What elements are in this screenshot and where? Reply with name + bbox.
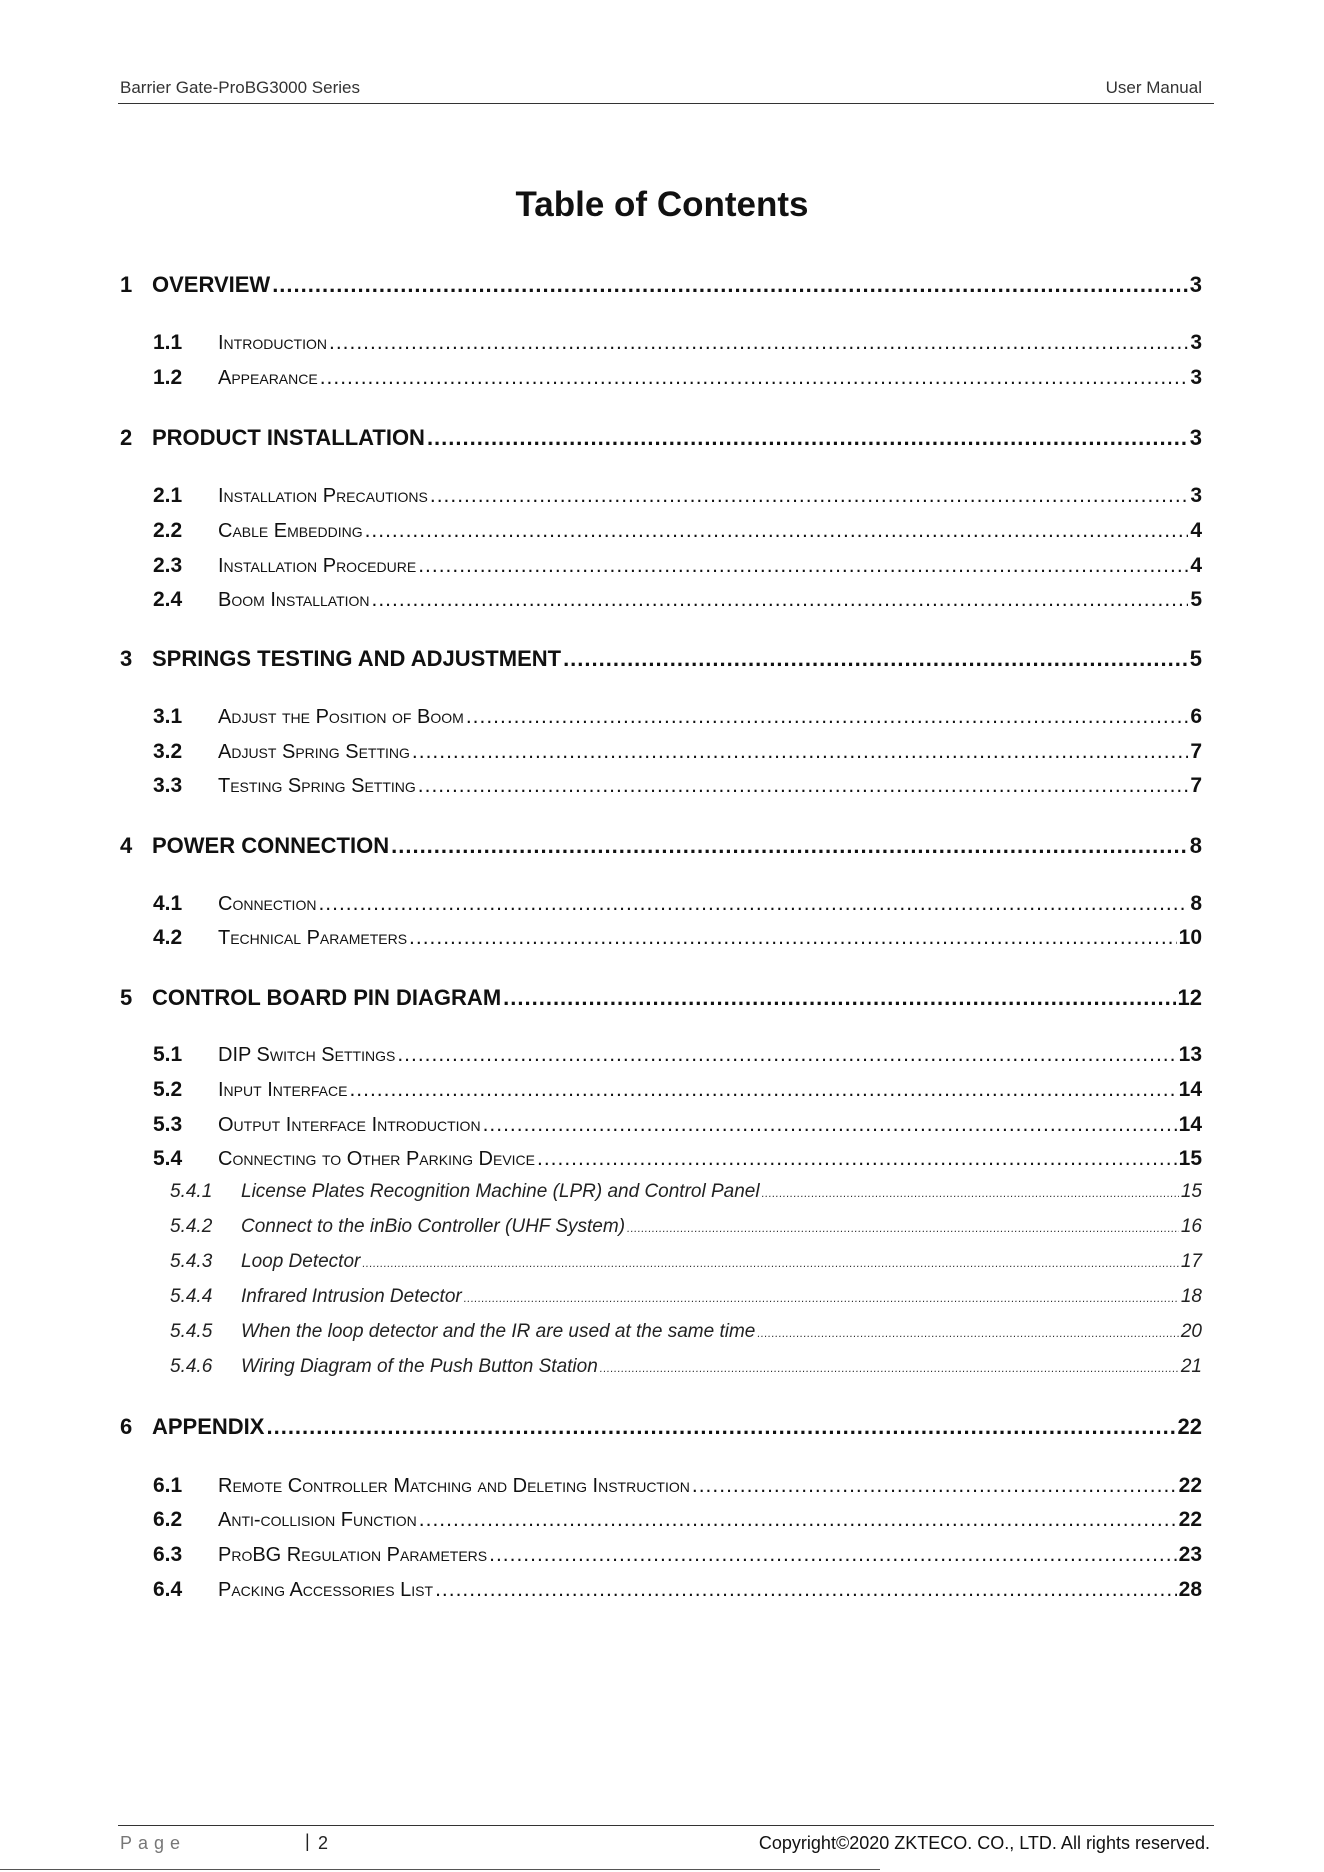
toc-entry-label: Installation Precautions xyxy=(218,485,428,507)
toc-entry[interactable] xyxy=(153,1543,1202,1571)
toc-leader-dots xyxy=(372,588,1189,612)
toc-entry-label: ProBG Regulation Parameters xyxy=(218,1544,488,1566)
toc-entry[interactable] xyxy=(120,1414,1202,1444)
toc-entry[interactable] xyxy=(170,1181,1202,1207)
toc-entry-label: POWER CONNECTION xyxy=(152,833,390,858)
toc-entry[interactable] xyxy=(170,1216,1202,1242)
toc-entry-page: 4 xyxy=(1190,554,1202,577)
toc-leader-dots xyxy=(418,554,1188,578)
toc-entry-label: OVERVIEW xyxy=(152,272,271,297)
toc-entry-page: 16 xyxy=(1180,1216,1202,1237)
toc-entry-page: 14 xyxy=(1178,1113,1202,1136)
toc-leader-dots xyxy=(409,926,1177,950)
toc-entry-page: 3 xyxy=(1190,331,1202,354)
footer-copyright: Copyright©2020 ZKTECO. CO., LTD. All rights reserved. xyxy=(758,1833,1210,1853)
header-manual-label: User Manual xyxy=(1105,78,1202,97)
toc-entry-label: Connect to the inBio Controller (UHF System) xyxy=(241,1216,626,1237)
toc-leader-dots xyxy=(464,1293,1179,1305)
toc-entry[interactable] xyxy=(153,740,1202,768)
toc-entry[interactable] xyxy=(153,1043,1202,1071)
toc-entry-label: DIP Switch Settings xyxy=(218,1044,396,1066)
toc-entry-label: Testing Spring Setting xyxy=(218,775,416,797)
toc-entry-page: 15 xyxy=(1180,1181,1202,1202)
toc-leader-dots xyxy=(320,366,1189,390)
toc-entry[interactable] xyxy=(153,926,1202,954)
toc-entry-page: 8 xyxy=(1189,833,1202,858)
toc-entry[interactable] xyxy=(120,646,1202,676)
toc-entry[interactable] xyxy=(170,1286,1202,1312)
toc-leader-dots xyxy=(329,331,1188,355)
toc-entry-number: 5.4.3 xyxy=(170,1251,213,1272)
toc-entry-label: Infrared Intrusion Detector xyxy=(241,1286,462,1307)
toc-entry-page: 5 xyxy=(1190,588,1202,611)
toc-entry-number: 5.4.4 xyxy=(170,1286,213,1307)
toc-leader-dots xyxy=(418,774,1189,798)
toc-leader-dots xyxy=(318,892,1188,916)
toc-leader-dots xyxy=(365,519,1189,543)
footer-page-label: Page xyxy=(120,1833,187,1853)
toc-entry-number: 5.4.2 xyxy=(170,1216,213,1237)
toc-entry[interactable] xyxy=(153,519,1202,547)
bottom-divider xyxy=(0,1869,880,1870)
toc-entry-number: 3.1 xyxy=(153,705,183,728)
toc-entry-number: 4.1 xyxy=(153,892,183,915)
toc-entry-number: 5.2 xyxy=(153,1078,183,1101)
toc-leader-dots xyxy=(483,1113,1177,1137)
toc-entry-label: PRODUCT INSTALLATION xyxy=(152,425,425,450)
toc-entry-number: 5.4.6 xyxy=(170,1356,213,1377)
toc-entry-label: APPENDIX xyxy=(152,1414,265,1439)
toc-entry[interactable] xyxy=(153,774,1202,802)
toc-leader-dots xyxy=(503,985,1175,1011)
toc-entry[interactable] xyxy=(120,985,1202,1015)
toc-entry-page: 13 xyxy=(1178,1043,1202,1066)
toc-entry-number: 6.1 xyxy=(153,1474,183,1497)
toc-entry-label: Adjust the Position of Boom xyxy=(218,706,464,728)
toc-entry-label: Connection xyxy=(218,893,317,915)
toc-entry[interactable] xyxy=(153,1578,1202,1606)
toc-leader-dots xyxy=(391,833,1188,859)
toc-entry[interactable] xyxy=(120,833,1202,863)
toc-entry-page: 3 xyxy=(1189,425,1202,450)
toc-entry-page: 3 xyxy=(1190,484,1202,507)
toc-entry-page: 12 xyxy=(1177,985,1202,1010)
toc-leader-dots xyxy=(600,1363,1179,1375)
toc-entry-number: 5 xyxy=(120,985,133,1010)
toc-leader-dots xyxy=(692,1474,1177,1498)
toc-entry-page: 7 xyxy=(1190,740,1202,763)
toc-entry[interactable] xyxy=(153,1113,1202,1141)
toc-entry[interactable] xyxy=(153,892,1202,920)
toc-entry-label: Wiring Diagram of the Push Button Station xyxy=(241,1356,598,1377)
toc-entry-page: 22 xyxy=(1178,1508,1202,1531)
toc-entry[interactable] xyxy=(153,1474,1202,1502)
toc-entry-label: Loop Detector xyxy=(241,1251,361,1272)
toc-entry-number: 6.3 xyxy=(153,1543,183,1566)
toc-entry-label: License Plates Recognition Machine (LPR) and Control Panel xyxy=(241,1181,760,1202)
toc-entry-number: 5.4.5 xyxy=(170,1321,213,1342)
toc-leader-dots xyxy=(362,1258,1179,1270)
toc-leader-dots xyxy=(757,1328,1179,1340)
toc-entry-number: 2.1 xyxy=(153,484,183,507)
toc-leader-dots xyxy=(412,740,1188,764)
toc-entry-page: 7 xyxy=(1190,774,1202,797)
page-footer xyxy=(118,1825,1214,1856)
toc-entry-page: 8 xyxy=(1190,892,1202,915)
toc-leader-dots xyxy=(563,646,1188,672)
toc-entry[interactable] xyxy=(153,1508,1202,1536)
toc-entry-label: Boom Installation xyxy=(218,589,370,611)
page-title: Table of Contents xyxy=(515,185,809,224)
toc-entry-number: 1.2 xyxy=(153,366,183,389)
toc-entry[interactable] xyxy=(120,272,1202,302)
toc-leader-dots xyxy=(419,1508,1177,1532)
toc-entry-page: 28 xyxy=(1178,1578,1202,1601)
toc-entry-number: 4 xyxy=(120,833,133,858)
toc-leader-dots xyxy=(489,1543,1177,1567)
toc-entry-label: Introduction xyxy=(218,332,327,354)
toc-entry-number: 3 xyxy=(120,646,133,671)
header-document-title: Barrier Gate-ProBG3000 Series xyxy=(120,78,360,97)
toc-leader-dots xyxy=(430,484,1188,508)
toc-entry-page: 5 xyxy=(1189,646,1202,671)
toc-entry-label: Packing Accessories List xyxy=(218,1579,434,1601)
toc-entry-number: 3.2 xyxy=(153,740,183,763)
toc-entry[interactable] xyxy=(153,1078,1202,1106)
toc-leader-dots xyxy=(272,272,1188,298)
toc-entry-label: Output Interface Introduction xyxy=(218,1114,481,1136)
toc-entry-page: 3 xyxy=(1190,366,1202,389)
toc-leader-dots xyxy=(466,705,1189,729)
toc-entry[interactable] xyxy=(170,1356,1202,1382)
toc-entry-page: 18 xyxy=(1180,1286,1202,1307)
toc-entry[interactable] xyxy=(153,331,1202,359)
toc-entry-label: Appearance xyxy=(218,367,318,389)
toc-entry-label: When the loop detector and the IR are used at the same time xyxy=(241,1321,756,1342)
toc-entry-number: 6.2 xyxy=(153,1508,183,1531)
toc-entry-page: 15 xyxy=(1178,1147,1202,1170)
toc-entry-label: Anti-collision Function xyxy=(218,1509,417,1531)
toc-entry[interactable] xyxy=(153,366,1202,394)
toc-entry[interactable] xyxy=(170,1251,1202,1277)
toc-leader-dots xyxy=(397,1043,1176,1067)
toc-entry[interactable] xyxy=(153,554,1202,582)
toc-entry-label: Cable Embedding xyxy=(218,520,363,542)
toc-entry-page: 6 xyxy=(1190,705,1202,728)
toc-entry-label: Adjust Spring Setting xyxy=(218,741,410,763)
toc-leader-dots xyxy=(627,1223,1179,1235)
toc-entry-number: 1.1 xyxy=(153,331,183,354)
toc-entry-number: 2 xyxy=(120,425,133,450)
toc-entry[interactable] xyxy=(120,425,1202,455)
toc-leader-dots xyxy=(762,1188,1179,1200)
toc-entry-page: 14 xyxy=(1178,1078,1202,1101)
toc-entry-page: 22 xyxy=(1178,1474,1202,1497)
toc-entry-label: Technical Parameters xyxy=(218,927,408,949)
toc-entry[interactable] xyxy=(170,1321,1202,1347)
toc-entry[interactable] xyxy=(153,484,1202,512)
toc-entry-number: 1 xyxy=(120,272,133,297)
toc-entry-number: 5.1 xyxy=(153,1043,183,1066)
toc-leader-dots xyxy=(349,1078,1176,1102)
toc-leader-dots xyxy=(427,425,1188,451)
toc-entry-number: 5.4 xyxy=(153,1147,183,1170)
toc-entry-number: 5.3 xyxy=(153,1113,183,1136)
toc-entry-label: SPRINGS TESTING AND ADJUSTMENT xyxy=(152,646,562,671)
toc-entry-page: 3 xyxy=(1189,272,1202,297)
toc-entry-page: 22 xyxy=(1177,1414,1202,1439)
footer-page-number: 2 xyxy=(318,1833,329,1853)
toc-entry-number: 6 xyxy=(120,1414,133,1439)
toc-entry-page: 23 xyxy=(1178,1543,1202,1566)
toc-entry[interactable] xyxy=(153,705,1202,733)
toc-entry-label: Remote Controller Matching and Deleting Instruction xyxy=(218,1475,690,1497)
toc-leader-dots xyxy=(266,1414,1175,1440)
toc-entry-number: 3.3 xyxy=(153,774,183,797)
toc-entry-number: 2.3 xyxy=(153,554,183,577)
toc-entry-page: 20 xyxy=(1180,1321,1202,1342)
toc-entry-page: 4 xyxy=(1190,519,1202,542)
toc-entry-number: 2.2 xyxy=(153,519,183,542)
toc-entry-label: CONTROL BOARD PIN DIAGRAM xyxy=(152,985,502,1010)
footer-separator: | xyxy=(305,1831,310,1851)
toc-entry-label: Input Interface xyxy=(218,1079,348,1101)
toc-entry-number: 6.4 xyxy=(153,1578,183,1601)
toc-entry-page: 17 xyxy=(1180,1251,1202,1272)
toc-entry-number: 4.2 xyxy=(153,926,183,949)
toc-entry-number: 2.4 xyxy=(153,588,183,611)
toc-entry[interactable] xyxy=(153,1147,1202,1175)
toc-leader-dots xyxy=(435,1578,1177,1602)
toc-entry-number: 5.4.1 xyxy=(170,1181,213,1202)
toc-entry[interactable] xyxy=(153,588,1202,616)
toc-leader-dots xyxy=(537,1147,1177,1171)
toc-entry-page: 21 xyxy=(1180,1356,1202,1377)
toc-entry-label: Installation Procedure xyxy=(218,555,417,577)
toc-entry-label: Connecting to Other Parking Device xyxy=(218,1148,535,1170)
page-header xyxy=(118,76,1214,104)
toc-entry-page: 10 xyxy=(1178,926,1202,949)
